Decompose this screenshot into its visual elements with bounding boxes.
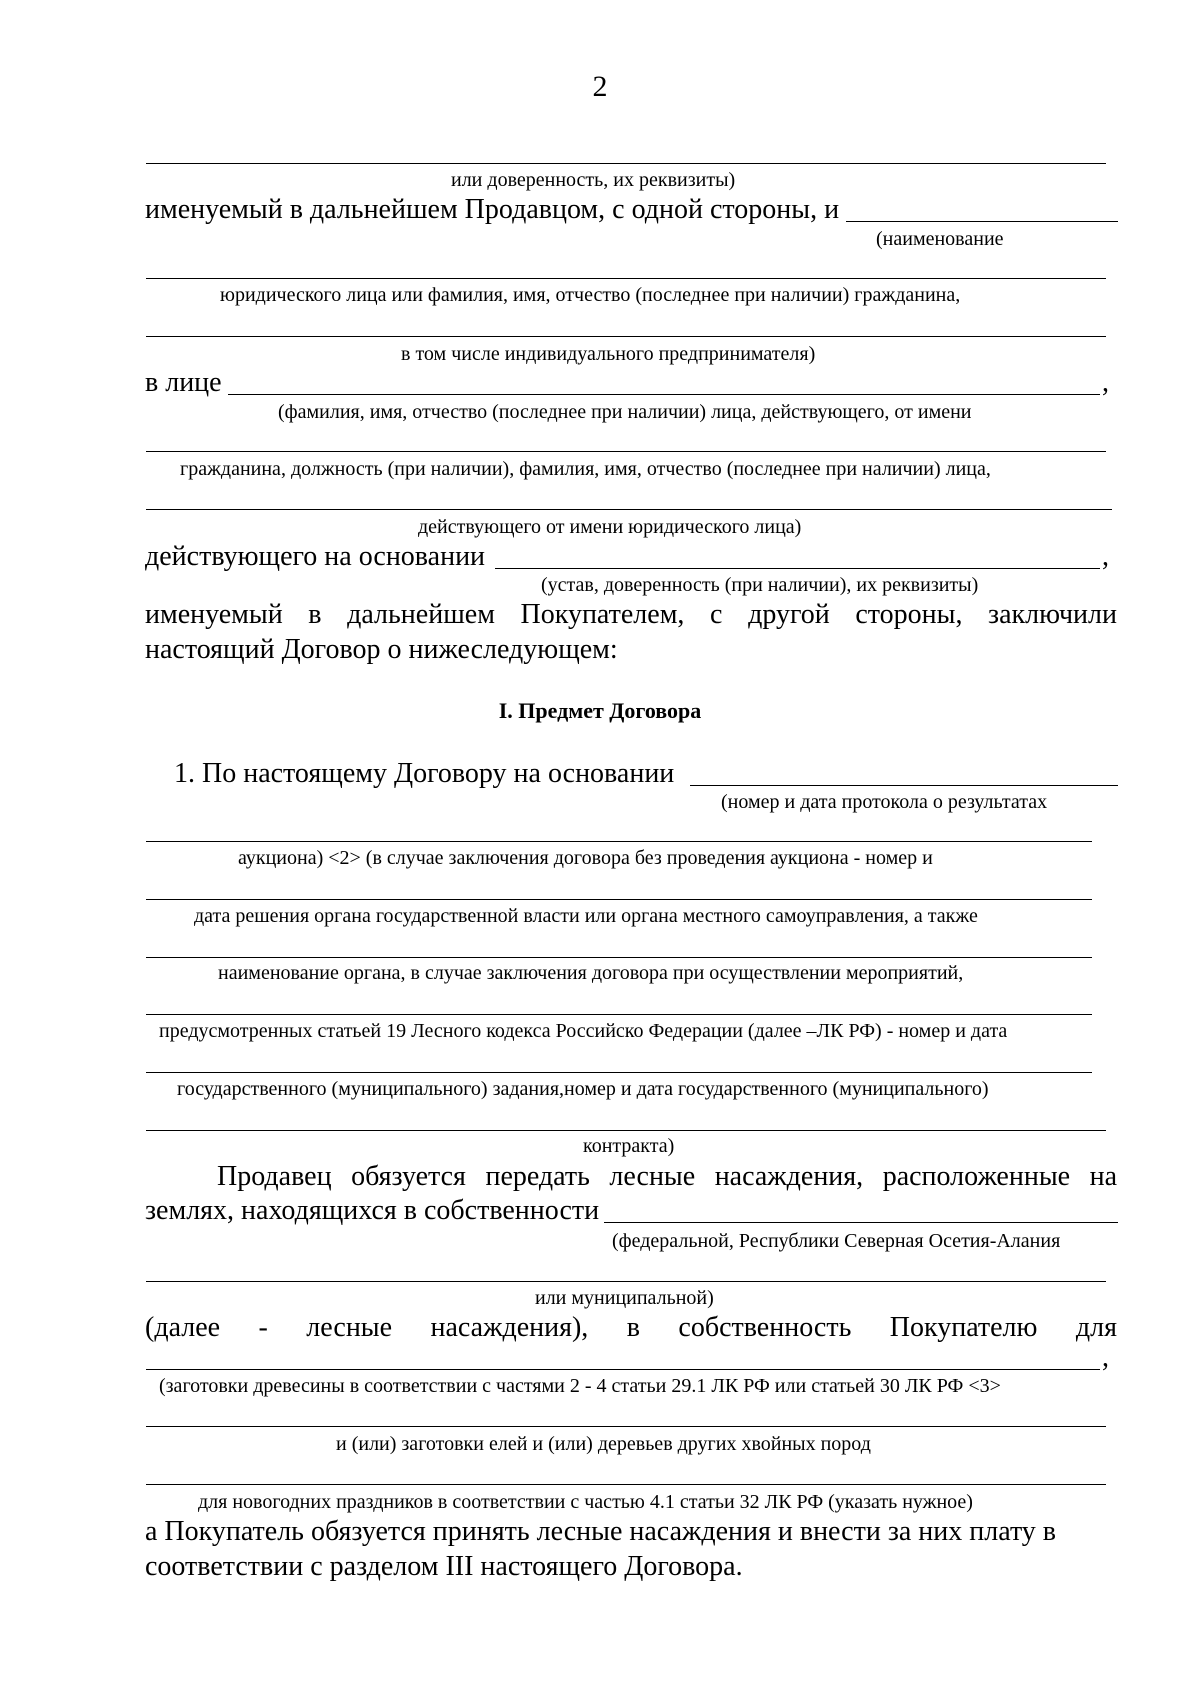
text-line: соответствии с разделом III настоящего Договора. [145, 1551, 743, 1582]
text-line: в лице [145, 367, 222, 398]
caption: (наименование [876, 228, 1004, 250]
paragraph-line [145, 601, 1117, 629]
caption: (федеральной, Республики Северная Осетия-Алания [612, 1230, 1061, 1252]
fill-line [146, 163, 1106, 164]
fill-line [146, 957, 1092, 958]
fill-line [146, 1072, 1092, 1073]
caption: (устав, доверенность (при наличии), их реквизиты) [541, 574, 979, 596]
fill-line [690, 785, 1118, 786]
fill-line [146, 1130, 1106, 1131]
text-line: а Покупатель обязуется принять лесные насаждения и внести за них плату в [145, 1516, 1057, 1547]
text-line: настоящий Договор о нижеследующем: [145, 634, 618, 665]
paragraph-line [217, 1163, 1117, 1191]
text-line: 1. По настоящему Договору на основании [174, 758, 675, 789]
fill-line [146, 1014, 1092, 1015]
caption: для новогодних праздников в соответствии с частью 4.1 статьи 32 ЛК РФ (указать нужное) [198, 1491, 973, 1513]
fill-line [146, 509, 1112, 510]
caption: гражданина, должность (при наличии), фамилия, имя, отчество (последнее при наличии) лица, [180, 458, 991, 480]
fill-line [146, 841, 1092, 842]
fill-line [495, 568, 1100, 569]
caption: в том числе индивидуального предпринимателя) [401, 343, 816, 365]
fill-line [604, 1222, 1118, 1223]
caption: наименование органа, в случае заключения договора при осуществлении мероприятий, [218, 962, 964, 984]
fill-line [846, 221, 1118, 222]
fill-line [146, 451, 1106, 452]
caption: (фамилия, имя, отчество (последнее при наличии) лица, действующего, от имени [278, 401, 972, 423]
caption: (номер и дата протокола о результатах [721, 791, 1048, 813]
text-punct: , [1102, 1342, 1109, 1373]
paragraph-line-text: именуемый в дальнейшем Покупателем, с другой стороны, заключили [145, 599, 1117, 630]
fill-line [228, 394, 1100, 395]
text-line: землях, находящихся в собственности [145, 1195, 600, 1226]
caption: предусмотренных статьей 19 Лесного кодекса Российско Федерации (далее –ЛК РФ) - номер и дата [159, 1020, 1008, 1042]
caption: (заготовки древесины в соответствии с частями 2 - 4 статьи 29.1 ЛК РФ или статьей 30 ЛК РФ <3> [159, 1375, 1001, 1397]
paragraph-line-text: (далее - лесные насаждения), в собственность Покупателю для [145, 1312, 1117, 1343]
fill-line [146, 1426, 1106, 1427]
paragraph-line-text: Продавец обязуется передать лесные насаждения, расположенные на [217, 1161, 1117, 1192]
caption: дата решения органа государственной власти или органа местного самоуправления, а также [194, 905, 978, 927]
caption: и (или) заготовки елей и (или) деревьев других хвойных пород [336, 1433, 871, 1455]
fill-line [146, 1281, 1106, 1282]
fill-line [146, 336, 1106, 337]
caption: или муниципальной) [535, 1287, 714, 1309]
caption: или доверенность, их реквизиты) [451, 169, 736, 191]
caption: действующего от имени юридического лица) [418, 516, 802, 538]
text-line: именуемый в дальнейшем Продавцом, с одной стороны, и [145, 194, 840, 225]
paragraph-line [145, 1314, 1117, 1342]
text-punct: , [1102, 367, 1109, 398]
fill-line [146, 899, 1092, 900]
page-number: 2 [592, 70, 608, 103]
fill-line [146, 1484, 1106, 1485]
text-punct: , [1102, 541, 1109, 572]
fill-line [146, 1369, 1100, 1370]
caption: государственного (муниципального) задания,номер и дата государственного (муниципального) [177, 1078, 989, 1100]
text-line: действующего на основании [145, 541, 486, 572]
caption: контракта) [583, 1135, 675, 1157]
fill-line [146, 278, 1106, 279]
section-heading: I. Предмет Договора [498, 698, 702, 723]
caption: юридического лица или фамилия, имя, отчество (последнее при наличии) гражданина, [220, 284, 961, 306]
caption: аукциона) <2> (в случае заключения договора без проведения аукциона - номер и [238, 847, 933, 869]
